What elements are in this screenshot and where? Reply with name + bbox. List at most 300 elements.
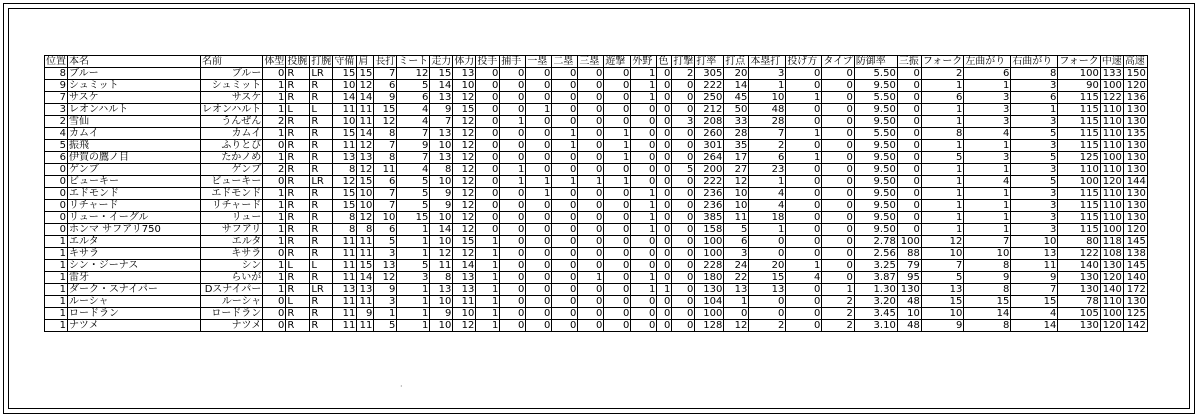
- table-cell: R: [310, 128, 333, 140]
- table-cell: 15: [397, 212, 430, 224]
- table-cell: 0: [552, 92, 578, 104]
- table-cell: 130: [1058, 320, 1101, 332]
- table-cell: 1: [749, 80, 786, 92]
- table-cell: 8: [921, 128, 964, 140]
- table-cell: 0: [657, 272, 672, 284]
- table-cell: 104: [695, 296, 724, 308]
- table-cell: R: [310, 164, 333, 176]
- table-cell: 6: [724, 236, 749, 248]
- table-cell: 3: [964, 116, 1011, 128]
- col-pitcher: 投手: [476, 56, 500, 68]
- table-cell: 6: [921, 92, 964, 104]
- table-cell: 11: [333, 104, 357, 116]
- table-cell: 11: [333, 296, 357, 308]
- table-cell: 0: [897, 200, 921, 212]
- table-cell: 0: [45, 188, 68, 200]
- table-cell: 1: [749, 224, 786, 236]
- table-cell: 12: [453, 116, 476, 128]
- table-cell: 236: [695, 200, 724, 212]
- table-cell: 0: [657, 128, 672, 140]
- table-cell: エドモンド: [68, 188, 201, 200]
- col-shortstop: 遊撃: [604, 56, 631, 68]
- table-cell: 7: [921, 260, 964, 272]
- table-cell: 0: [604, 272, 631, 284]
- table-cell: キサラ: [68, 248, 201, 260]
- table-cell: R: [286, 236, 310, 248]
- table-cell: 150: [1123, 68, 1147, 80]
- table-cell: 0: [578, 200, 604, 212]
- table-cell: 1: [263, 80, 286, 92]
- table-cell: 9.50: [854, 176, 897, 188]
- table-cell: 50: [724, 104, 749, 116]
- table-cell: 1: [263, 272, 286, 284]
- table-cell: 15: [357, 260, 374, 272]
- table-cell: 11: [430, 260, 453, 272]
- table-cell: 100: [897, 236, 921, 248]
- table-cell: L: [310, 260, 333, 272]
- table-cell: 0: [526, 152, 552, 164]
- table-row: [45, 80, 1148, 92]
- table-cell: 2: [263, 164, 286, 176]
- table-cell: ビューキー: [201, 176, 263, 188]
- table-row: [45, 212, 1148, 224]
- table-cell: 0: [749, 248, 786, 260]
- table-cell: 0: [578, 284, 604, 296]
- table-cell: 1: [526, 188, 552, 200]
- table-cell: 27: [724, 164, 749, 176]
- table-cell: 11: [333, 236, 357, 248]
- table-cell: 115: [1058, 116, 1101, 128]
- table-cell: 9.50: [854, 152, 897, 164]
- table-cell: 0: [578, 104, 604, 116]
- table-cell: 0: [786, 200, 822, 212]
- table-cell: 5: [397, 80, 430, 92]
- table-cell: 130: [695, 284, 724, 296]
- table-cell: 0: [672, 128, 695, 140]
- table-cell: 130: [1100, 260, 1123, 272]
- table-cell: LR: [310, 284, 333, 296]
- table-cell: 14: [724, 80, 749, 92]
- table-cell: 0: [578, 236, 604, 248]
- table-cell: 0: [657, 104, 672, 116]
- table-cell: 10: [897, 308, 921, 320]
- table-cell: 0: [672, 92, 695, 104]
- table-cell: 0: [672, 200, 695, 212]
- table-cell: 振飛: [68, 140, 201, 152]
- table-cell: 15: [374, 104, 397, 116]
- table-cell: 110: [1100, 164, 1123, 176]
- table-cell: 13: [333, 152, 357, 164]
- table-cell: R: [286, 188, 310, 200]
- table-cell: 115: [1058, 92, 1101, 104]
- table-cell: 0: [578, 248, 604, 260]
- table-cell: 0: [476, 188, 500, 200]
- col-power: 長打: [375, 55, 396, 67]
- table-cell: 0: [526, 272, 552, 284]
- table-cell: 9.50: [854, 212, 897, 224]
- col-first-base: 一塁: [526, 56, 552, 68]
- table-cell: 110: [1058, 164, 1101, 176]
- table-cell: 4: [397, 104, 430, 116]
- table-cell: 10: [357, 200, 374, 212]
- table-cell: サフアリ: [201, 224, 263, 236]
- col-second-base: 二塁: [552, 56, 578, 68]
- table-cell: 0: [657, 200, 672, 212]
- table-cell: 0: [897, 140, 921, 152]
- table-cell: 135: [1123, 128, 1147, 140]
- table-cell: 0: [263, 308, 286, 320]
- table-cell: 0: [552, 308, 578, 320]
- table-cell: R: [286, 308, 310, 320]
- table-cell: 12: [453, 188, 476, 200]
- table-cell: 0: [672, 236, 695, 248]
- table-cell: 1: [749, 176, 786, 188]
- table-cell: 1: [631, 224, 657, 236]
- table-cell: 15: [333, 188, 357, 200]
- table-row: [45, 104, 1148, 116]
- table-cell: 3: [749, 68, 786, 80]
- table-cell: 0: [897, 164, 921, 176]
- table-cell: 222: [695, 176, 724, 188]
- table-cell: 0: [897, 116, 921, 128]
- table-cell: 3: [964, 92, 1011, 104]
- col-strikeouts: 三振: [897, 56, 921, 68]
- table-cell: 12: [453, 320, 476, 332]
- table-cell: 2: [822, 320, 855, 332]
- table-cell: 13: [430, 92, 453, 104]
- table-cell: 1: [526, 104, 552, 116]
- table-cell: 7: [1011, 284, 1058, 296]
- table-cell: 1: [657, 284, 672, 296]
- table-cell: R: [310, 152, 333, 164]
- table-cell: 3: [1011, 212, 1058, 224]
- table-cell: 0: [657, 176, 672, 188]
- table-cell: 301: [695, 140, 724, 152]
- table-cell: 212: [695, 104, 724, 116]
- table-cell: 0: [526, 68, 552, 80]
- table-cell: 264: [695, 152, 724, 164]
- table-cell: 5: [1011, 176, 1058, 188]
- table-cell: 0: [604, 92, 631, 104]
- col-era: 防御率: [854, 56, 897, 68]
- table-cell: 1: [921, 188, 964, 200]
- table-cell: 1: [263, 260, 286, 272]
- table-cell: 13: [430, 284, 453, 296]
- table-cell: 11: [357, 236, 374, 248]
- table-cell: 48: [897, 296, 921, 308]
- table-cell: 1: [263, 128, 286, 140]
- table-cell: 5: [724, 224, 749, 236]
- table-cell: 1: [397, 296, 430, 308]
- table-cell: 8: [333, 212, 357, 224]
- table-cell: 15: [333, 68, 357, 80]
- table-cell: 13: [453, 272, 476, 284]
- table-cell: 20: [749, 260, 786, 272]
- table-cell: 1: [263, 152, 286, 164]
- table-row: [45, 164, 1148, 176]
- table-cell: 100: [1058, 176, 1101, 188]
- table-cell: 1: [631, 200, 657, 212]
- col-rbi: 打点: [724, 56, 749, 68]
- table-cell: 100: [695, 308, 724, 320]
- table-cell: リュー・イーグル: [68, 212, 201, 224]
- table-cell: 14: [357, 92, 374, 104]
- header-row: [45, 56, 1148, 68]
- table-cell: 110: [1100, 188, 1123, 200]
- table-cell: 0: [476, 92, 500, 104]
- table-cell: 13: [357, 284, 374, 296]
- table-cell: 0: [604, 260, 631, 272]
- table-cell: 0: [476, 140, 500, 152]
- table-cell: 0: [672, 224, 695, 236]
- table-cell: 0: [631, 308, 657, 320]
- table-cell: 0: [578, 224, 604, 236]
- table-cell: R: [310, 80, 333, 92]
- table-cell: 0: [552, 224, 578, 236]
- table-cell: 1: [604, 176, 631, 188]
- table-cell: 17: [724, 152, 749, 164]
- table-cell: 0: [897, 104, 921, 116]
- table-cell: 0: [897, 224, 921, 236]
- table-cell: 1: [921, 200, 964, 212]
- table-cell: 136: [1123, 92, 1147, 104]
- table-cell: 7: [374, 188, 397, 200]
- table-cell: 0: [500, 200, 526, 212]
- table-cell: R: [286, 224, 310, 236]
- table-cell: 20: [724, 68, 749, 80]
- table-cell: 0: [578, 188, 604, 200]
- table-cell: ゲンブ: [68, 164, 201, 176]
- table-cell: 208: [695, 116, 724, 128]
- table-cell: R: [286, 320, 310, 332]
- table-cell: 128: [695, 320, 724, 332]
- table-cell: 120: [1123, 224, 1147, 236]
- table-cell: 10: [724, 200, 749, 212]
- table-cell: ナツメ: [201, 320, 263, 332]
- table-cell: 0: [672, 212, 695, 224]
- table-cell: R: [310, 92, 333, 104]
- table-cell: 雪仙: [68, 116, 201, 128]
- table-cell: 0: [578, 128, 604, 140]
- table-cell: 0: [476, 104, 500, 116]
- table-cell: 1: [964, 224, 1011, 236]
- table-cell: 22: [724, 272, 749, 284]
- table-cell: 0: [786, 308, 822, 320]
- table-cell: 9: [430, 104, 453, 116]
- table-cell: 0: [476, 176, 500, 188]
- table-cell: R: [310, 236, 333, 248]
- table-cell: 0: [578, 68, 604, 80]
- table-cell: 115: [1058, 224, 1101, 236]
- table-cell: 12: [374, 272, 397, 284]
- col-meet: ミート: [398, 55, 429, 67]
- table-cell: 0: [45, 224, 68, 236]
- table-cell: 1: [476, 248, 500, 260]
- table-cell: シン・ジーナス: [68, 260, 201, 272]
- table-cell: ホンマ サフアリ750: [68, 224, 201, 236]
- table-cell: 228: [695, 260, 724, 272]
- table-cell: 1: [578, 176, 604, 188]
- table-cell: 0: [631, 116, 657, 128]
- table-cell: 15: [333, 128, 357, 140]
- col-name: 名前: [201, 56, 263, 68]
- table-cell: 3: [45, 104, 68, 116]
- table-cell: 1: [786, 92, 822, 104]
- table-cell: 12: [453, 224, 476, 236]
- table-cell: 3: [374, 248, 397, 260]
- table-cell: ロードラン: [201, 308, 263, 320]
- table-cell: 1: [578, 272, 604, 284]
- table-cell: 7: [374, 140, 397, 152]
- table-cell: 0: [672, 308, 695, 320]
- table-cell: 3: [964, 152, 1011, 164]
- table-cell: ブルー: [68, 68, 201, 80]
- table-cell: 0: [500, 248, 526, 260]
- table-row: [45, 188, 1148, 200]
- table-cell: 9: [374, 92, 397, 104]
- table-cell: 11: [333, 320, 357, 332]
- table-cell: 0: [604, 248, 631, 260]
- table-row: [45, 296, 1148, 308]
- table-cell: 0: [897, 212, 921, 224]
- table-cell: 5: [397, 176, 430, 188]
- col-fork: フォーク: [922, 55, 963, 67]
- table-cell: 305: [695, 68, 724, 80]
- table-cell: 雷牙: [68, 272, 201, 284]
- table-cell: 0: [500, 284, 526, 296]
- table-cell: R: [310, 272, 333, 284]
- table-cell: 1: [552, 140, 578, 152]
- table-cell: 12: [453, 140, 476, 152]
- table-cell: 14: [333, 92, 357, 104]
- table-cell: 12: [453, 248, 476, 260]
- table-cell: 95: [897, 272, 921, 284]
- table-cell: 0: [500, 104, 526, 116]
- table-cell: 0: [657, 308, 672, 320]
- table-row: [45, 140, 1148, 152]
- table-cell: 3.10: [854, 320, 897, 332]
- table-cell: 0: [263, 176, 286, 188]
- table-cell: 1: [45, 296, 68, 308]
- table-cell: 10: [921, 248, 964, 260]
- table-cell: 1: [397, 248, 430, 260]
- table-cell: 0: [552, 68, 578, 80]
- table-cell: 0: [672, 296, 695, 308]
- table-cell: 15: [749, 272, 786, 284]
- table-cell: Dスナイパー: [201, 284, 263, 296]
- table-cell: 24: [724, 260, 749, 272]
- table-cell: 1: [45, 308, 68, 320]
- table-cell: 0: [631, 248, 657, 260]
- table-cell: 12: [357, 212, 374, 224]
- table-cell: 48: [897, 320, 921, 332]
- table-cell: 0: [45, 176, 68, 188]
- table-cell: 0: [631, 176, 657, 188]
- table-cell: 0: [822, 272, 855, 284]
- table-cell: 8: [333, 224, 357, 236]
- table-cell: 15: [453, 104, 476, 116]
- col-throw-arm: 投腕: [286, 56, 310, 68]
- table-cell: 1: [552, 128, 578, 140]
- table-cell: ロードラン: [68, 308, 201, 320]
- table-cell: 14: [357, 272, 374, 284]
- table-cell: 3: [1011, 140, 1058, 152]
- col-speed: 走力: [431, 55, 452, 67]
- col-type: タイプ: [823, 55, 853, 67]
- table-cell: 0: [672, 152, 695, 164]
- table-cell: 5: [921, 272, 964, 284]
- table-cell: R: [310, 200, 333, 212]
- table-cell: 1.30: [854, 284, 897, 296]
- table-cell: 3.20: [854, 296, 897, 308]
- table-cell: 110: [1100, 140, 1123, 152]
- table-cell: 0: [500, 236, 526, 248]
- table-cell: 1: [500, 164, 526, 176]
- table-cell: 0: [604, 104, 631, 116]
- table-cell: 6: [964, 68, 1011, 80]
- table-cell: R: [286, 176, 310, 188]
- table-cell: 3: [1011, 188, 1058, 200]
- table-cell: 0: [552, 80, 578, 92]
- table-cell: 0: [263, 296, 286, 308]
- table-cell: 0: [897, 152, 921, 164]
- table-cell: 10: [724, 188, 749, 200]
- table-cell: 9: [430, 308, 453, 320]
- table-cell: 9.50: [854, 140, 897, 152]
- table-cell: 9: [964, 272, 1011, 284]
- table-cell: 0: [604, 68, 631, 80]
- table-cell: 0: [672, 272, 695, 284]
- table-cell: 0: [631, 140, 657, 152]
- table-cell: 0: [526, 224, 552, 236]
- col-bat-arm: 打腕: [311, 55, 332, 67]
- table-cell: 12: [453, 128, 476, 140]
- table-cell: 0: [786, 224, 822, 236]
- table-cell: LR: [310, 68, 333, 80]
- table-cell: 0: [500, 296, 526, 308]
- table-cell: 0: [500, 272, 526, 284]
- table-cell: 0: [500, 224, 526, 236]
- table-cell: 5.50: [854, 92, 897, 104]
- table-cell: 0: [897, 80, 921, 92]
- col-right-curve: 右曲がり: [1011, 56, 1058, 68]
- table-row: [45, 272, 1148, 284]
- table-cell: 7: [397, 128, 430, 140]
- table-cell: 9: [397, 140, 430, 152]
- table-cell: 0: [631, 260, 657, 272]
- table-cell: シュミット: [68, 80, 201, 92]
- table-cell: 8: [374, 152, 397, 164]
- table-cell: 120: [1123, 80, 1147, 92]
- table-cell: 11: [333, 140, 357, 152]
- table-row: [45, 152, 1148, 164]
- table-cell: 236: [695, 188, 724, 200]
- table-cell: 0: [500, 260, 526, 272]
- table-cell: 130: [1058, 272, 1101, 284]
- table-row: [45, 128, 1148, 140]
- table-cell: 0: [822, 152, 855, 164]
- table-cell: 130: [1123, 188, 1147, 200]
- table-cell: 0: [657, 164, 672, 176]
- table-cell: 12: [453, 200, 476, 212]
- table-cell: LR: [310, 176, 333, 188]
- table-cell: 80: [1058, 236, 1101, 248]
- table-cell: R: [286, 212, 310, 224]
- table-cell: 7: [45, 92, 68, 104]
- table-cell: 1: [631, 188, 657, 200]
- table-cell: 14: [357, 128, 374, 140]
- table-cell: 1: [476, 296, 500, 308]
